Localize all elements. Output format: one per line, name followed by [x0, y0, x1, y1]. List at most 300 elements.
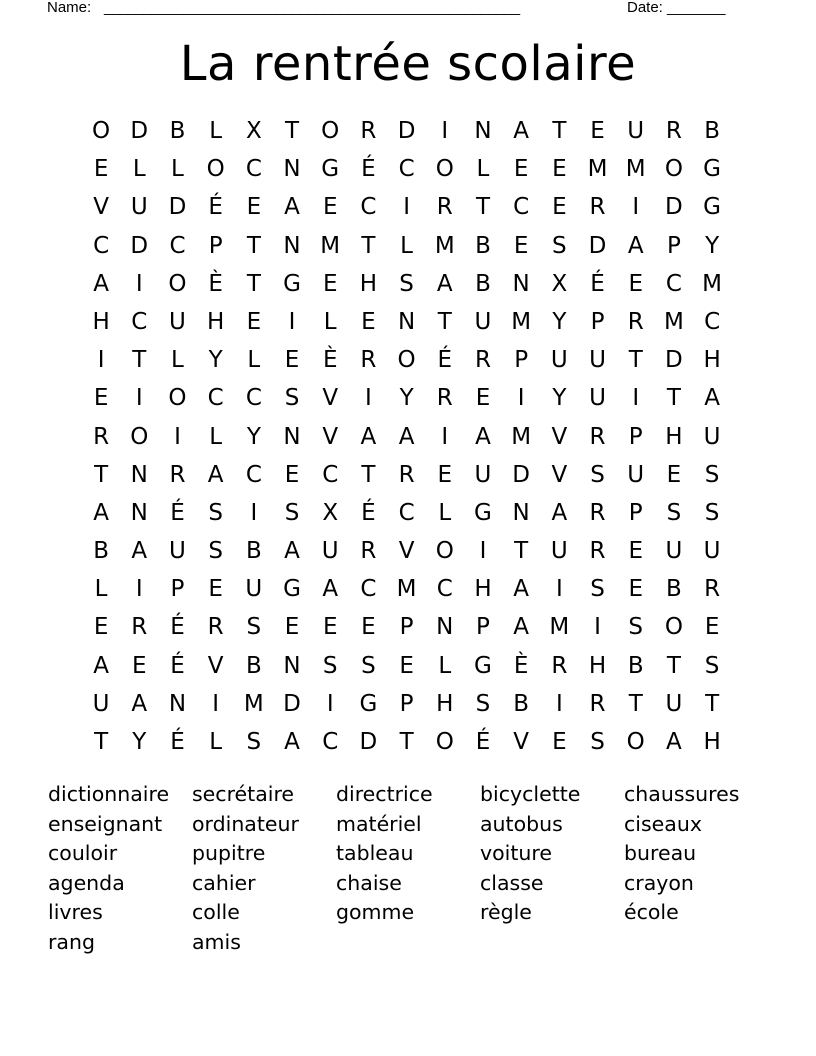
word-list-item: dictionnaire [48, 782, 170, 806]
grid-row [82, 647, 732, 685]
grid-letter: É [590, 270, 605, 297]
grid-letter: M [243, 690, 264, 717]
grid-letter: T [666, 385, 681, 412]
grid-letter: U [550, 347, 568, 374]
grid-letter: E [552, 194, 567, 221]
grid-letter: M [396, 576, 417, 603]
grid-letter: E [322, 614, 338, 641]
grid-row [82, 608, 732, 646]
grid-letter: P [590, 308, 605, 335]
grid-row [82, 494, 732, 532]
grid-letter: P [399, 614, 414, 641]
grid-letter: É [208, 194, 223, 221]
grid-letter: U [245, 576, 263, 603]
grid-letter: B [169, 118, 186, 144]
grid-letter: A [284, 538, 300, 565]
grid-letter: I [555, 690, 563, 717]
grid-letter: C [93, 232, 110, 259]
grid-letter: E [628, 270, 643, 297]
grid-row [82, 723, 732, 761]
grid-letter: S [704, 499, 720, 526]
grid-letter: N [283, 156, 301, 183]
grid-letter: H [207, 308, 225, 335]
grid-letter: T [285, 118, 300, 144]
grid-letter: P [399, 690, 414, 717]
grid-letter: T [514, 538, 529, 565]
grid-letter: I [594, 614, 601, 641]
grid-row [82, 341, 732, 379]
word-list-item: ciseaux [624, 811, 702, 836]
grid-letter: L [323, 308, 337, 335]
grid-letter: O [168, 385, 187, 412]
grid-letter: S [284, 385, 300, 412]
grid-letter: T [628, 690, 643, 717]
grid-letter: R [704, 576, 721, 603]
grid-letter: N [168, 690, 187, 717]
grid-letter: Y [399, 385, 414, 412]
grid-letter: C [398, 156, 415, 183]
grid-letter: B [245, 538, 262, 565]
grid-letter: E [284, 614, 300, 641]
grid-letter: O [130, 423, 149, 450]
grid-letter: U [589, 385, 606, 412]
grid-letter: E [132, 652, 147, 679]
grid-letter: H [436, 690, 454, 717]
grid-letter: E [93, 614, 109, 641]
grid-letter: L [171, 347, 184, 374]
grid-letter: V [93, 194, 109, 221]
grid-letter: È [513, 652, 529, 679]
grid-letter: O [435, 156, 454, 183]
grid-letter: O [664, 614, 683, 641]
grid-letter: É [170, 729, 185, 755]
grid-letter: H [588, 652, 607, 679]
grid-letter: T [475, 194, 490, 221]
word-list-item: enseignant [48, 811, 163, 836]
grid-letter: I [135, 385, 143, 412]
grid-letter: E [284, 347, 300, 374]
grid-letter: E [552, 156, 567, 183]
grid-letter: M [625, 156, 646, 183]
grid-row [82, 112, 732, 150]
grid-letter: T [246, 270, 261, 297]
grid-letter: P [208, 232, 223, 259]
grid-letter: C [436, 576, 453, 603]
name-label: Name: [47, 0, 92, 16]
grid-letter: E [284, 461, 300, 488]
grid-letter: Y [246, 423, 261, 450]
grid-letter: L [400, 232, 413, 259]
grid-letter: I [174, 423, 181, 450]
grid-letter: C [169, 232, 186, 259]
grid-letter: A [360, 423, 377, 450]
grid-letter: S [475, 690, 491, 717]
grid-letter: R [398, 461, 415, 488]
grid-letter: U [130, 194, 148, 221]
grid-letter: X [551, 270, 568, 297]
grid-letter: B [475, 270, 491, 297]
grid-letter: V [551, 423, 568, 450]
word-list [48, 780, 768, 958]
grid-letter: I [479, 538, 487, 565]
grid-letter: I [250, 499, 258, 526]
grid-letter: U [550, 538, 568, 565]
word-list-item: tableau [336, 841, 414, 866]
grid-letter: A [93, 652, 109, 679]
grid-letter: R [589, 538, 606, 565]
grid-letter: G [321, 156, 340, 183]
word-list-item: chaussures [624, 782, 740, 806]
grid-letter: A [704, 385, 720, 412]
grid-letter: E [93, 385, 109, 412]
grid-letter: M [434, 232, 455, 259]
grid-letter: O [435, 729, 454, 755]
grid-letter: E [246, 308, 262, 335]
date-field: Date: _______ [627, 0, 726, 16]
grid-letter: H [665, 423, 683, 450]
grid-letter: D [283, 690, 301, 717]
grid-letter: R [360, 118, 377, 144]
grid-letter: I [135, 576, 143, 603]
grid-letter: G [474, 499, 492, 526]
grid-letter: H [474, 576, 492, 603]
grid-letter: O [397, 347, 416, 374]
grid-letter: E [361, 308, 376, 335]
grid-letter: L [438, 499, 452, 526]
grid-letter: N [130, 461, 148, 488]
grid-letter: M [549, 614, 570, 641]
grid-letter: H [359, 270, 378, 297]
grid-letter: E [704, 614, 720, 641]
grid-letter: D [665, 347, 683, 374]
grid-letter: N [512, 499, 530, 526]
word-list-item: couloir [48, 841, 118, 866]
grid-letter: L [247, 347, 261, 374]
grid-letter: A [284, 194, 300, 221]
grid-letter: D [665, 194, 683, 221]
grid-letter: Y [208, 347, 223, 374]
grid-letter: B [475, 232, 491, 259]
grid-letter: C [360, 194, 377, 221]
grid-letter: A [131, 690, 148, 717]
word-list-item: livres [48, 900, 103, 925]
grid-letter: A [131, 538, 148, 565]
grid-letter: S [361, 652, 376, 679]
grid-letter: S [246, 614, 262, 641]
grid-letter: A [284, 729, 300, 755]
grid-letter: N [130, 499, 148, 526]
grid-letter: S [590, 576, 605, 603]
word-search-grid [82, 112, 732, 761]
grid-letter: T [94, 461, 109, 488]
grid-letter: I [441, 118, 449, 144]
grid-letter: E [322, 194, 338, 221]
grid-letter: R [436, 385, 453, 412]
grid-letter: U [169, 308, 186, 335]
grid-letter: C [245, 461, 262, 488]
grid-letter: G [283, 576, 301, 603]
word-list-item: secrétaire [192, 782, 295, 806]
grid-letter: D [130, 232, 149, 259]
grid-letter: O [626, 729, 645, 755]
grid-letter: U [703, 538, 721, 565]
grid-letter: A [627, 232, 644, 259]
grid-letter: A [436, 270, 453, 297]
grid-letter: E [437, 461, 453, 488]
grid-letter: R [589, 499, 606, 526]
grid-letter: T [666, 652, 681, 679]
grid-letter: R [589, 194, 606, 221]
word-list-item: pupitre [192, 841, 266, 866]
grid-letter: I [403, 194, 410, 221]
grid-row [82, 265, 732, 303]
grid-letter: D [168, 194, 187, 221]
grid-letter: M [663, 308, 684, 335]
grid-letter: L [132, 156, 146, 183]
grid-letter: E [590, 118, 605, 144]
word-list-item: voiture [480, 841, 552, 866]
grid-letter: L [476, 156, 490, 183]
word-list-item: règle [480, 900, 532, 925]
word-list-item: bureau [624, 841, 697, 866]
grid-letter: I [632, 385, 640, 412]
grid-letter: T [705, 690, 720, 717]
grid-letter: G [283, 270, 301, 297]
grid-letter: È [208, 270, 223, 297]
word-list-item: amis [192, 929, 241, 954]
grid-letter: C [245, 385, 262, 412]
grid-letter: A [322, 576, 339, 603]
grid-letter: G [703, 156, 721, 183]
grid-letter: R [436, 194, 453, 221]
grid-letter: T [361, 232, 376, 259]
grid-letter: S [399, 270, 414, 297]
grid-letter: S [284, 499, 300, 526]
grid-letter: X [322, 499, 339, 526]
grid-letter: L [171, 156, 184, 183]
grid-letter: U [474, 308, 492, 335]
grid-letter: T [552, 118, 567, 144]
grid-letter: N [283, 652, 301, 679]
word-list-item: autobus [480, 811, 563, 836]
grid-letter: I [288, 308, 296, 335]
grid-letter: V [207, 652, 224, 679]
word-list-item: classe [480, 870, 544, 895]
grid-letter: D [130, 118, 149, 144]
grid-letter: A [666, 729, 682, 755]
grid-letter: N [283, 423, 301, 450]
grid-letter: R [131, 614, 148, 641]
grid-letter: X [245, 118, 262, 144]
word-list-item: directrice [336, 782, 433, 806]
grid-letter: Y [552, 385, 567, 412]
grid-letter: S [208, 499, 223, 526]
grid-letter: R [360, 538, 377, 565]
grid-letter: O [321, 118, 340, 144]
grid-letter: E [322, 270, 338, 297]
grid-letter: S [552, 232, 567, 259]
grid-letter: É [361, 156, 376, 183]
grid-letter: S [208, 538, 223, 565]
grid-letter: N [474, 118, 492, 144]
grid-letter: C [131, 308, 148, 335]
grid-letter: E [361, 614, 376, 641]
grid-letter: I [135, 270, 143, 297]
grid-letter: U [703, 423, 721, 450]
grid-letter: Y [705, 232, 720, 259]
grid-letter: S [246, 729, 262, 755]
grid-row [82, 685, 732, 723]
grid-letter: D [359, 729, 378, 755]
grid-letter: L [94, 576, 108, 603]
grid-letter: E [399, 652, 414, 679]
grid-letter: C [360, 576, 377, 603]
grid-letter: A [513, 576, 530, 603]
grid-row [82, 379, 732, 417]
grid-letter: É [437, 347, 453, 374]
grid-letter: U [474, 461, 492, 488]
grid-letter: U [627, 461, 645, 488]
grid-letter: I [97, 347, 105, 374]
grid-letter: N [397, 308, 416, 335]
word-list-item: bicyclette [480, 782, 581, 806]
grid-letter: T [132, 347, 147, 374]
grid-letter: P [666, 232, 681, 259]
grid-letter: O [92, 118, 111, 144]
grid-letter: R [589, 690, 606, 717]
grid-letter: V [322, 423, 339, 450]
grid-letter: S [704, 652, 720, 679]
word-list-item: chaise [336, 870, 402, 895]
grid-letter: D [512, 461, 531, 488]
grid-letter: V [398, 538, 415, 565]
grid-row [82, 418, 732, 456]
grid-letter: E [93, 156, 109, 183]
grid-letter: H [703, 347, 721, 374]
grid-letter: I [632, 194, 640, 221]
grid-letter: V [513, 729, 530, 755]
grid-letter: B [704, 118, 720, 144]
grid-letter: E [513, 232, 529, 259]
grid-letter: R [474, 347, 491, 374]
grid-letter: E [513, 156, 529, 183]
word-list-item: cahier [192, 870, 256, 895]
grid-letter: I [441, 423, 449, 450]
grid-letter: C [398, 499, 415, 526]
grid-letter: I [517, 385, 525, 412]
grid-letter: P [628, 423, 643, 450]
grid-letter: O [206, 156, 225, 183]
grid-letter: G [359, 690, 378, 717]
grid-letter: A [93, 270, 109, 297]
grid-letter: B [93, 538, 109, 565]
grid-row [82, 570, 732, 608]
grid-letter: A [475, 423, 491, 450]
grid-letter: E [208, 576, 223, 603]
grid-letter: I [326, 690, 334, 717]
grid-letter: C [513, 194, 530, 221]
word-list-item: agenda [48, 870, 125, 895]
grid-letter: C [322, 461, 339, 488]
word-list-item: crayon [624, 870, 694, 895]
grid-letter: U [627, 118, 645, 144]
grid-letter: R [551, 652, 568, 679]
grid-row [82, 532, 732, 570]
grid-letter: S [590, 729, 605, 755]
page-title: La rentrée scolaire [179, 36, 637, 92]
grid-letter: B [245, 652, 262, 679]
grid-letter: T [628, 347, 643, 374]
grid-letter: A [551, 499, 568, 526]
grid-letter: U [169, 538, 186, 565]
grid-row [82, 303, 732, 341]
grid-letter: U [665, 690, 683, 717]
grid-row [82, 150, 732, 188]
grid-letter: S [322, 652, 338, 679]
grid-letter: V [322, 385, 339, 412]
grid-letter: E [666, 461, 682, 488]
grid-letter: C [207, 385, 224, 412]
grid-letter: L [209, 423, 223, 450]
word-list-item: colle [192, 900, 240, 925]
grid-letter: C [704, 308, 721, 335]
grid-letter: H [92, 308, 110, 335]
grid-letter: T [246, 232, 261, 259]
grid-letter: É [170, 614, 185, 641]
grid-letter: O [168, 270, 187, 297]
grid-letter: T [437, 308, 452, 335]
word-list-item: gomme [336, 900, 415, 925]
grid-letter: É [170, 652, 185, 679]
grid-letter: E [628, 576, 643, 603]
grid-letter: H [703, 729, 721, 755]
worksheet-header [47, 0, 747, 20]
grid-letter: O [664, 156, 683, 183]
grid-letter: T [94, 729, 109, 755]
grid-letter: C [245, 156, 262, 183]
grid-letter: É [170, 499, 185, 526]
grid-letter: B [627, 652, 644, 679]
grid-letter: L [438, 652, 452, 679]
grid-letter: I [212, 690, 220, 717]
grid-letter: V [551, 461, 568, 488]
grid-letter: P [170, 576, 185, 603]
grid-letter: R [627, 308, 644, 335]
grid-letter: R [93, 423, 110, 450]
grid-letter: A [398, 423, 415, 450]
grid-letter: E [246, 194, 262, 221]
grid-letter: M [511, 423, 532, 450]
grid-letter: U [92, 690, 110, 717]
grid-row [82, 456, 732, 494]
grid-letter: E [475, 385, 491, 412]
grid-letter: R [360, 347, 377, 374]
grid-letter: I [555, 576, 563, 603]
grid-letter: U [321, 538, 339, 565]
grid-letter: U [665, 538, 683, 565]
grid-letter: A [93, 499, 109, 526]
grid-letter: R [169, 461, 186, 488]
grid-letter: G [474, 652, 492, 679]
grid-letter: A [513, 614, 530, 641]
grid-letter: É [475, 729, 491, 755]
grid-letter: C [322, 729, 339, 755]
grid-letter: N [512, 270, 530, 297]
grid-letter: S [704, 461, 720, 488]
grid-letter: B [513, 690, 530, 717]
grid-letter: M [320, 232, 341, 259]
grid-letter: L [209, 729, 223, 755]
